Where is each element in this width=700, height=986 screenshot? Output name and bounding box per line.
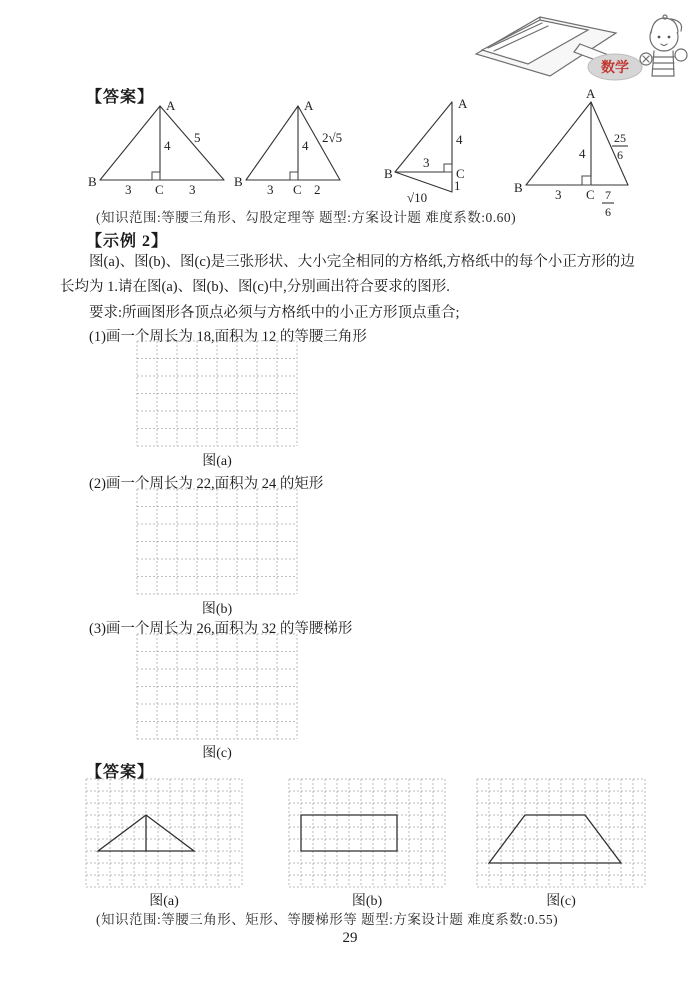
example-heading: 【示例 2】 [86, 233, 169, 250]
base-left-label: 3 [555, 187, 562, 202]
subject-badge-label: 数学 [601, 61, 629, 76]
base-right-label: 2 [314, 182, 321, 197]
triangle-figure-1 [88, 92, 238, 204]
subject-badge [588, 54, 642, 80]
height-label: 4 [456, 132, 463, 147]
vertex-a-label: A [166, 98, 176, 113]
base-left-label: 3 [125, 182, 132, 197]
mascot-kid-icon [640, 15, 687, 76]
vertex-c-label: C [456, 166, 465, 181]
triangle-figure-3 [384, 90, 487, 208]
vertex-a-label: A [586, 86, 596, 101]
fraction-numerator: 7 [605, 188, 611, 202]
answer-figure-b-caption: 图(b) [351, 894, 383, 909]
answer-figure-b [289, 779, 445, 910]
question-grid-a [137, 341, 297, 446]
example-item-3: (3)画一个周长为 26,面积为 32 的等腰梯形 [89, 621, 353, 637]
answer-figure-c-caption: 图(c) [546, 894, 576, 909]
vertex-b-label: B [88, 174, 97, 189]
top-length-label: 3 [423, 155, 430, 170]
answer-figure-c [477, 779, 645, 910]
base-left-label: 3 [267, 182, 274, 197]
fraction-denominator: 6 [605, 205, 611, 219]
vertex-c-label: C [155, 182, 164, 197]
vertex-b-label: B [234, 174, 243, 189]
question-grid-c-caption: 图(c) [202, 746, 232, 761]
header-illustration [468, 4, 686, 84]
triangle-figure-2 [236, 92, 376, 204]
header-art [468, 4, 686, 84]
fraction-numerator: 25 [614, 131, 626, 145]
side-label: 2√5 [322, 130, 343, 145]
example-item-1: (1)画一个周长为 18,面积为 12 的等腰三角形 [89, 329, 367, 345]
hypotenuse-label: √10 [407, 190, 428, 205]
vertex-a-label: A [458, 96, 468, 111]
answer1-heading: 【答案】 [86, 89, 155, 106]
answer-figure-a [86, 779, 242, 910]
vertex-b-label: B [384, 166, 393, 181]
height-label: 4 [579, 146, 586, 161]
question-grid-b [137, 489, 297, 594]
example-paragraph-1: 图(a)、图(b)、图(c)是三张形状、大小完全相同的方格纸,方格纸中的每个小正方形的边长均为 1.请在图(a)、图(b)、图(c)中,分别画出符合要求的图形. [60, 254, 635, 295]
answer-figure-a-caption: 图(a) [149, 894, 179, 909]
vertex-c-label: C [293, 182, 302, 197]
question-grid-b-caption: 图(b) [201, 602, 233, 617]
question-grid-c [137, 634, 297, 739]
base-right-label: 3 [189, 182, 196, 197]
side-label: 5 [194, 130, 201, 145]
page-number: 29 [342, 930, 358, 946]
height-label: 4 [302, 138, 309, 153]
segment-label: 1 [454, 178, 461, 193]
example-item-2: (2)画一个周长为 22,面积为 24 的矩形 [89, 476, 324, 492]
side-fraction-label [612, 131, 628, 162]
example-requirement: 要求:所画图形各顶点必须与方格纸中的小正方形顶点重合; [89, 305, 460, 321]
height-label: 4 [164, 138, 171, 153]
question-grid-a-caption: 图(a) [202, 454, 232, 469]
triangle-figure-4 [516, 88, 651, 220]
answer2-footnote: (知识范围:等腰三角形、矩形、等腰梯形等 题型:方案设计题 难度系数:0.55) [96, 912, 559, 927]
vertex-c-label: C [586, 187, 595, 202]
answer1-footnote: (知识范围:等腰三角形、勾股定理等 题型:方案设计题 难度系数:0.60) [96, 210, 517, 225]
answer2-heading: 【答案】 [86, 764, 155, 781]
fraction-denominator: 6 [617, 148, 623, 162]
vertex-a-label: A [304, 98, 314, 113]
vertex-b-label: B [514, 180, 523, 195]
